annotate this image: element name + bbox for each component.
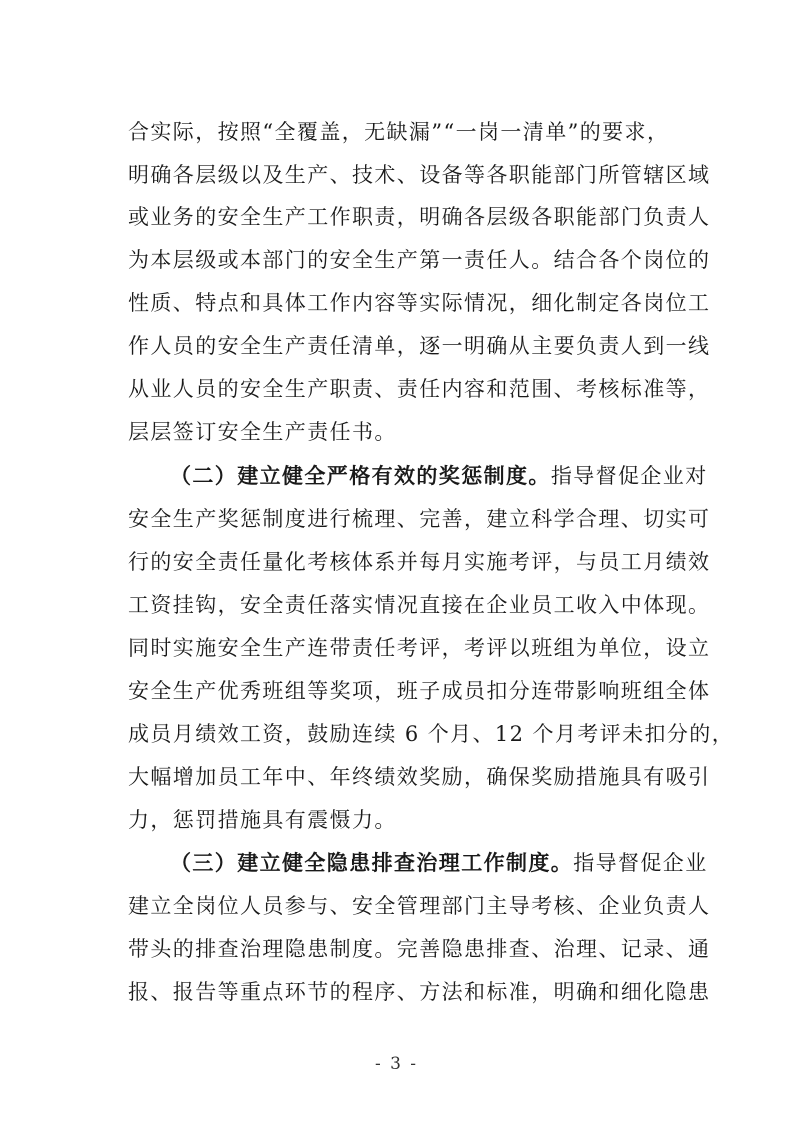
paragraph-line: 为本层级或本部门的安全生产第一责任人。结合各个岗位的	[128, 248, 711, 272]
paragraph-line: 层层签订安全生产责任书。	[128, 420, 397, 444]
paragraph-line: 明确各层级以及生产、技术、设备等各职能部门所管辖区域	[128, 163, 711, 187]
paragraph-line: 成员月绩效工资，鼓励连续 6 个月、12 个月考评未扣分的，	[128, 722, 735, 746]
paragraph-line: 建立全岗位人员参与、安全管理部门主导考核、企业负责人	[128, 894, 711, 918]
paragraph-line: 同时实施安全生产连带责任考评，考评以班组为单位，设立	[128, 636, 711, 660]
page-number: - 3 -	[374, 1054, 419, 1074]
paragraph-line: 行的安全责任量化考核体系并每月实施考评，与员工月绩效	[128, 550, 711, 574]
paragraph-line: 从业人员的安全生产职责、责任内容和范围、考核标准等，	[128, 377, 711, 401]
section-heading-line	[170, 848, 708, 878]
paragraph-line: 合实际，按照“全覆盖，无缺漏”“一岗一清单”的要求，	[128, 120, 670, 144]
paragraph-line: 安全生产优秀班组等奖项，班子成员扣分连带影响班组全体	[128, 679, 711, 703]
paragraph-line: 带头的排查治理隐患制度。完善隐患排查、治理、记录、通	[128, 937, 711, 961]
section-heading: （三）建立健全隐患排查治理工作制度。	[170, 850, 574, 875]
paragraph-line: 安全生产奖惩制度进行梳理、完善，建立科学合理、切实可	[128, 507, 711, 531]
paragraph-line: 大幅增加员工年中、年终绩效奖励，确保奖励措施具有吸引	[128, 765, 711, 789]
section-heading-rest: 指导督促企业	[573, 851, 708, 875]
section-heading-rest: 指导督促企业对	[550, 464, 708, 488]
paragraph-line: 工资挂钩，安全责任落实情况直接在企业员工收入中体现。	[128, 593, 711, 617]
paragraph-line: 作人员的安全生产责任清单，逐一明确从主要负责人到一线	[128, 334, 711, 358]
paragraph-line: 报、报告等重点环节的程序、方法和标准，明确和细化隐患	[128, 980, 711, 1004]
paragraph-line: 力，惩罚措施具有震慑力。	[128, 808, 397, 832]
section-heading: （二）建立健全严格有效的奖惩制度。	[170, 463, 551, 488]
paragraph-line: 性质、特点和具体工作内容等实际情况，细化制定各岗位工	[128, 291, 711, 315]
section-heading-line	[170, 461, 708, 491]
paragraph-line: 或业务的安全生产工作职责，明确各层级各职能部门负责人	[128, 205, 711, 229]
